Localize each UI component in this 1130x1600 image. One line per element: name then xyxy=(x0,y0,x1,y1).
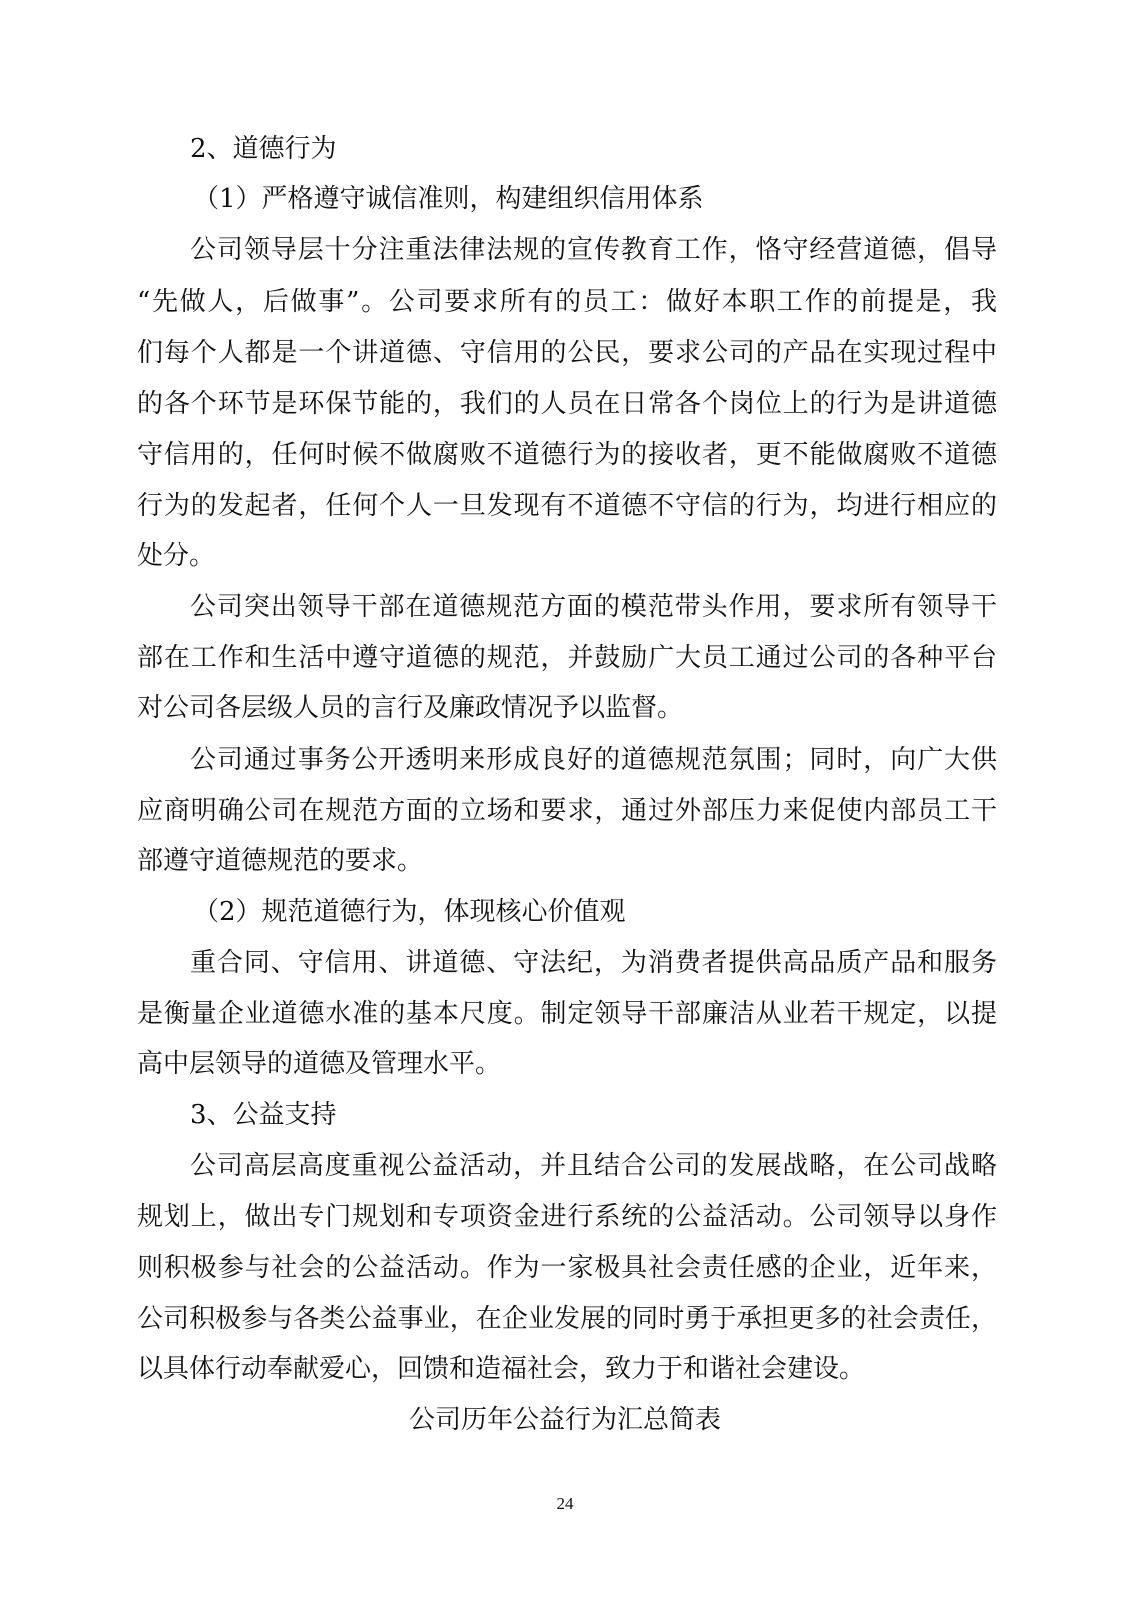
page-number: 24 xyxy=(556,1494,574,1513)
paragraph-line: 守信用的，任何时候不做腐败不道德行为的接收者，更不能做腐败不道德 xyxy=(137,440,997,470)
paragraph-line: 重合同、守信用、讲道德、守法纪，为消费者提供高品质产品和服务 xyxy=(190,948,997,978)
section-heading-charity: 3、公益支持 xyxy=(190,1100,337,1130)
paragraph-line: 是衡量企业道德水准的基本尺度。制定领导干部廉洁从业若干规定，以提 xyxy=(137,999,997,1029)
paragraph-line: 的各个环节是环保节能的，我们的人员在日常各个岗位上的行为是讲道德 xyxy=(137,389,997,419)
paragraph-line: 公司通过事务公开透明来形成良好的道德规范氛围；同时，向广大供 xyxy=(190,745,997,775)
subsection-heading-integrity: （1）严格遵守诚信准则，构建组织信用体系 xyxy=(193,184,704,214)
paragraph-line: “先做人，后做事”。公司要求所有的员工：做好本职工作的前提是，我 xyxy=(137,287,997,317)
paragraph-line: 处分。 xyxy=(137,541,216,571)
subsection-heading-values: （2）规范道德行为，体现核心价值观 xyxy=(193,897,626,927)
paragraph-line: 以具体行动奉献爱心，回馈和造福社会，致力于和谐社会建设。 xyxy=(137,1354,866,1384)
paragraph-line: 公司领导层十分注重法律法规的宣传教育工作，恪守经营道德，倡导 xyxy=(190,235,997,265)
paragraph-line: 部在工作和生活中遵守道德的规范，并鼓励广大员工通过公司的各种平台 xyxy=(137,643,997,673)
paragraph-line: 应商明确公司在规范方面的立场和要求，通过外部压力来促使内部员工干 xyxy=(137,796,997,826)
paragraph-line: 则积极参与社会的公益活动。作为一家极具社会责任感的企业，近年来， xyxy=(137,1253,997,1283)
paragraph-line: 对公司各层级人员的言行及廉政情况予以监督。 xyxy=(137,693,684,723)
paragraph-line: 高中层领导的道德及管理水平。 xyxy=(137,1049,502,1079)
paragraph-line: 规划上，做出专门规划和专项资金进行系统的公益活动。公司领导以身作 xyxy=(137,1202,997,1232)
section-heading-ethics: 2、道德行为 xyxy=(190,134,337,164)
paragraph-line: 们每个人都是一个讲道德、守信用的公民，要求公司的产品在实现过程中 xyxy=(137,338,997,368)
paragraph-line: 公司高层高度重视公益活动，并且结合公司的发展战略，在公司战略 xyxy=(190,1151,997,1181)
table-caption: 公司历年公益行为汇总简表 xyxy=(408,1405,721,1435)
paragraph-line: 公司积极参与各类公益事业，在企业发展的同时勇于承担更多的社会责任， xyxy=(137,1304,997,1334)
paragraph-line: 行为的发起者，任何个人一旦发现有不道德不守信的行为，均进行相应的 xyxy=(137,491,997,521)
paragraph-line: 公司突出领导干部在道德规范方面的模范带头作用，要求所有领导干 xyxy=(190,592,997,622)
paragraph-line: 部遵守道德规范的要求。 xyxy=(137,846,424,876)
